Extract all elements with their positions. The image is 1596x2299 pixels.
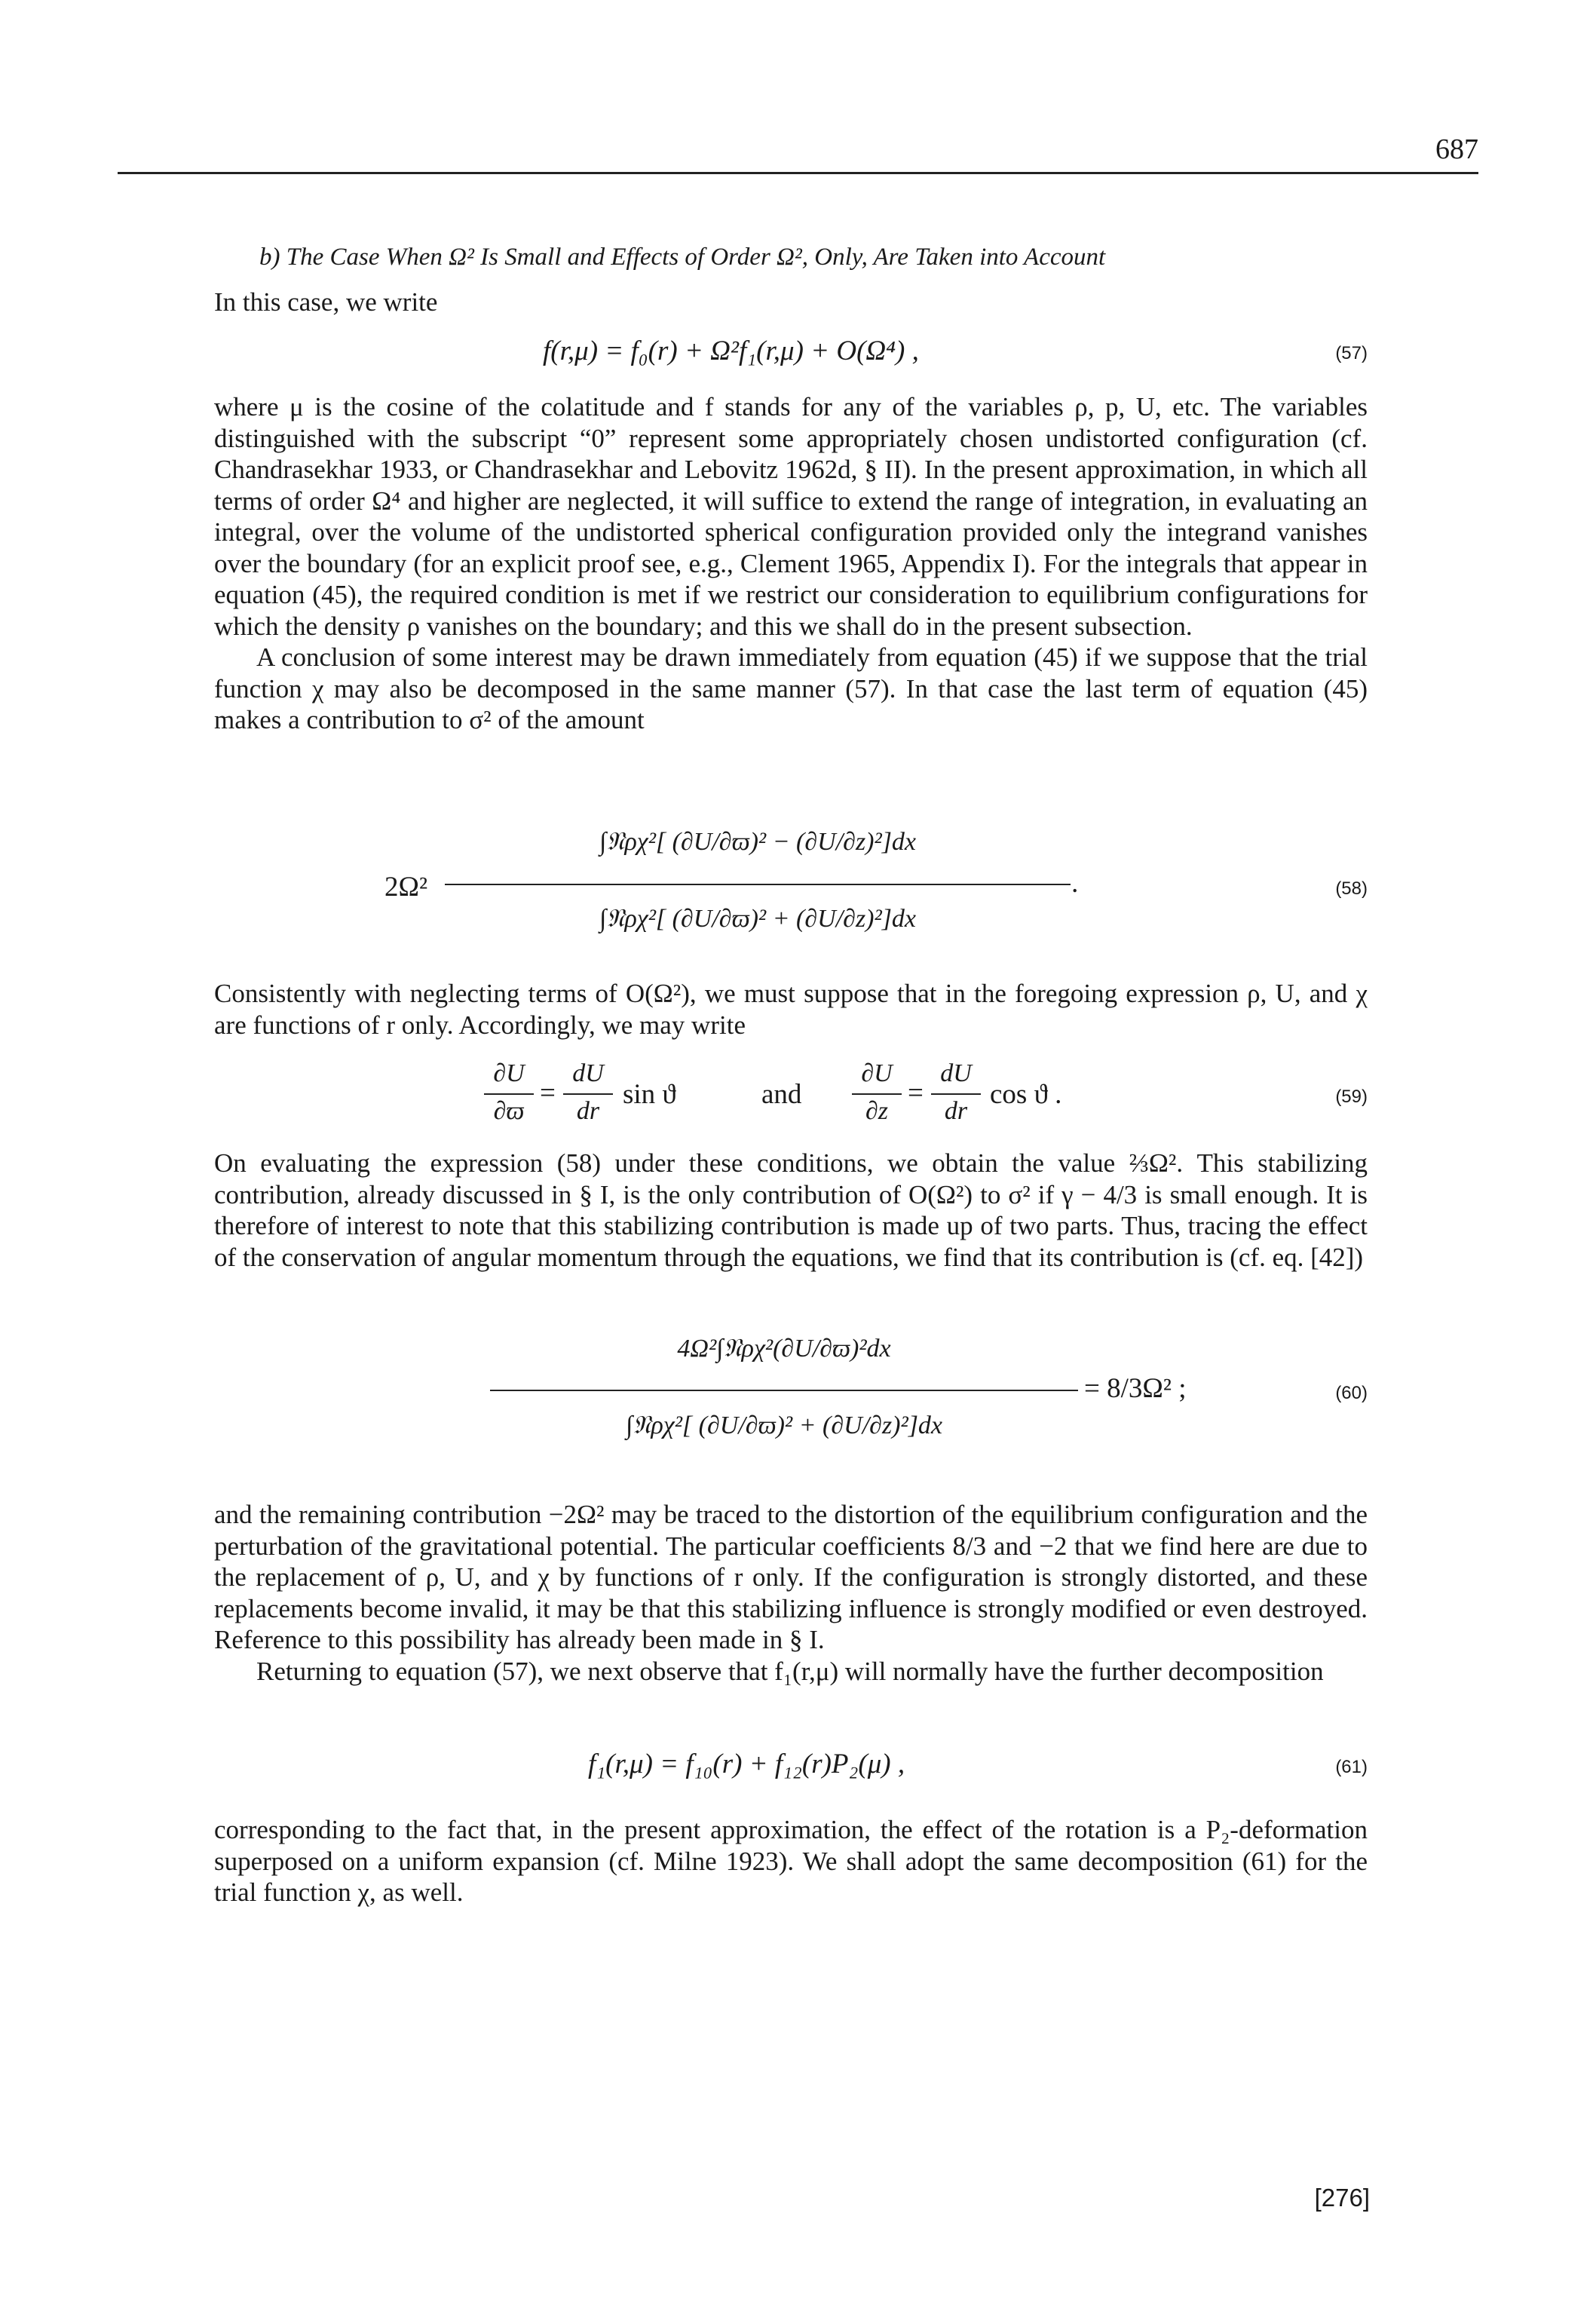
eq58-suffix: . bbox=[1072, 868, 1080, 899]
folio-number: [276] bbox=[1314, 2184, 1370, 2212]
paragraph-6-text: Returning to equation (57), we next observe that f₁(r,μ) will normally have the further decomposition bbox=[256, 1656, 1324, 1686]
paragraph-1 bbox=[214, 391, 1368, 736]
header-rule bbox=[118, 172, 1478, 174]
equation-61-number: (61) bbox=[1335, 1757, 1368, 1777]
eq58-denominator: ∫𝔑ρχ²[ (∂U/∂ϖ)² + (∂U/∂z)²]dx bbox=[599, 905, 917, 933]
eq59-mid1-bar bbox=[563, 1093, 613, 1095]
page-number: 687 bbox=[1435, 133, 1478, 165]
intro-text bbox=[214, 287, 1368, 318]
eq60-numerator: 4Ω²∫𝔑ρχ²(∂U/∂ϖ)²dx bbox=[677, 1335, 891, 1363]
eq59-mid2-num: dU bbox=[940, 1059, 972, 1087]
paragraph-5 bbox=[214, 1499, 1368, 1687]
eq59-right-bar bbox=[852, 1093, 902, 1095]
eq59-equals-2: = bbox=[908, 1077, 924, 1108]
equation-61: f₁(r,μ) = f₁₀(r) + f₁₂(r)P₂(μ) , bbox=[588, 1749, 905, 1779]
paragraph-7 bbox=[214, 1814, 1368, 1908]
paragraph-4 bbox=[214, 1148, 1368, 1273]
eq60-denominator: ∫𝔑ρχ²[ (∂U/∂ϖ)² + (∂U/∂z)²]dx bbox=[625, 1412, 943, 1439]
paragraph-4-text: On evaluating the expression (58) under these conditions, we obtain the value ⅔Ω². This stabilizing contribution, already discussed in § I, is the only contribution of O(Ω²) to σ² if γ − 4/3 is small enough. It is therefore of interest to note that this stabilizing contribution is made up of two parts. Thus, tracing the effect of the conservation of angular momentum through the equations, we find that its contribution is (cf. eq. [42]) bbox=[214, 1148, 1368, 1272]
paragraph-1-text: where μ is the cosine of the colatitude and f stands for any of the variables ρ, p, U, etc. The variables distinguished with the subscript “0” represent some appropriately chosen undistorted configuration (cf. Chandrasekhar 1933, or Chandrasekhar and Lebovitz 1962d, § II). In the present approximation, in which all terms of order Ω⁴ and higher are neglected, it will suffice to extend the range of integration, in evaluating an integral, over the volume of the undistorted spherical configuration provided only the integrand vanishes over the boundary (for an explicit proof see, e.g., Clement 1965, Appendix I). For the integrals that appear in equation (45), the required condition is met if we restrict our consideration to equilibrium configurations for which the density ρ vanishes on the boundary; and this we shall do in the present subsection. bbox=[214, 392, 1368, 641]
equation-59-number: (59) bbox=[1335, 1087, 1368, 1107]
eq60-rhs: = 8/3Ω² ; bbox=[1084, 1373, 1187, 1404]
equation-60-number: (60) bbox=[1335, 1383, 1368, 1403]
eq58-fraction-bar bbox=[445, 884, 1071, 885]
paragraph-5-text: and the remaining contribution −2Ω² may be traced to the distortion of the equilibrium configuration and the perturbation of the gravitational potential. The particular coefficients 8/3 and −2 that we find here are due to the replacement of ρ, U, and χ by functions of r only. If the configuration is strongly distorted, and these replacements become invalid, it may be that this stabilizing influence is strongly modified or even destroyed. Reference to this possibility has already been made in § I. bbox=[214, 1500, 1368, 1654]
paragraph-7-text: corresponding to the fact that, in the present approximation, the effect of the rotation is a P₂-deformation superposed on a uniform expansion (cf. Milne 1923). We shall adopt the same decomposition (61) for the trial function χ, as well. bbox=[214, 1815, 1368, 1907]
section-heading: b) The Case When Ω² Is Small and Effects of Order Ω², Only, Are Taken into Account bbox=[259, 244, 1106, 271]
equation-57: f(r,μ) = f₀(r) + Ω²f₁(r,μ) + O(Ω⁴) , bbox=[543, 336, 919, 366]
eq59-right-den: ∂z bbox=[865, 1097, 889, 1125]
paragraph-2-text: A conclusion of some interest may be drawn immediately from equation (45) if we suppose that the trial function χ may also be decomposed in the same manner (57). In that case the last term of equation (45) makes a contribution to σ² of the amount bbox=[214, 642, 1368, 734]
eq59-left-bar bbox=[484, 1093, 534, 1095]
eq59-right-num: ∂U bbox=[861, 1059, 893, 1087]
eq59-mid1-den: dr bbox=[576, 1097, 600, 1125]
eq60-fraction-bar bbox=[490, 1390, 1078, 1391]
eq58-prefix: 2Ω² bbox=[384, 872, 428, 903]
eq58-numerator: ∫𝔑ρχ²[ (∂U/∂ϖ)² − (∂U/∂z)²]dx bbox=[599, 828, 917, 856]
eq59-mid2-den: dr bbox=[944, 1097, 968, 1125]
eq59-left-den: ∂ϖ bbox=[493, 1097, 525, 1125]
paragraph-3-text: Consistently with neglecting terms of O(Ω²), we must suppose that in the foregoing expression ρ, U, and χ are functions of r only. Accordingly, we may write bbox=[214, 979, 1368, 1040]
eq59-left-num: ∂U bbox=[493, 1059, 525, 1087]
paragraph-3 bbox=[214, 978, 1368, 1041]
equation-57-number: (57) bbox=[1335, 343, 1368, 363]
eq59-cos: cos ϑ . bbox=[990, 1079, 1062, 1110]
equation-58-number: (58) bbox=[1335, 878, 1368, 899]
eq59-mid2-bar bbox=[931, 1093, 981, 1095]
eq59-sin: sin ϑ bbox=[623, 1079, 676, 1110]
eq59-and: and bbox=[761, 1079, 802, 1110]
intro-line: In this case, we write bbox=[214, 287, 438, 317]
eq59-mid1-num: dU bbox=[572, 1059, 604, 1087]
eq59-equals-1: = bbox=[540, 1077, 556, 1108]
